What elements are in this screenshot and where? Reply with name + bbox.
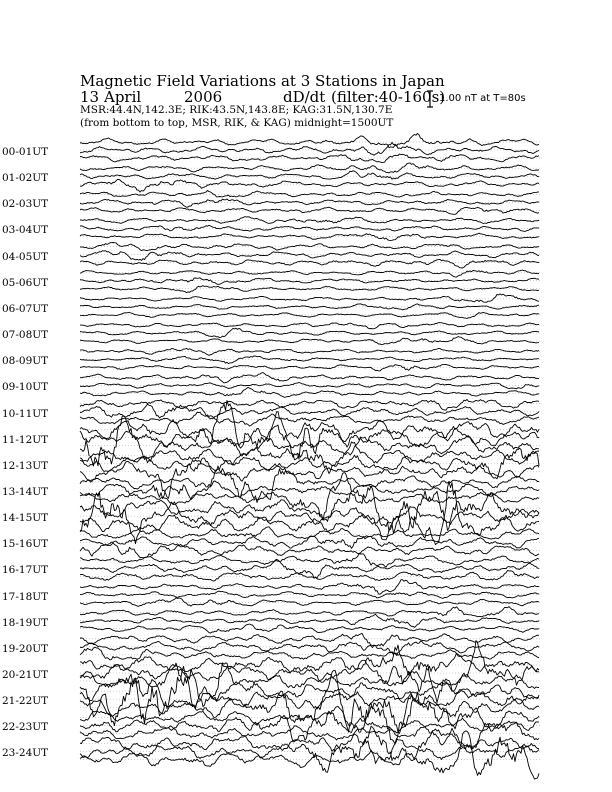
trace-rik: [80, 304, 539, 310]
trace-kag: [80, 270, 539, 277]
hour-label: 09-10UT: [2, 381, 49, 394]
hour-label: 05-06UT: [2, 276, 49, 289]
trace-msr: [80, 364, 539, 371]
trace-msr: [80, 473, 539, 520]
trace-msr: [80, 731, 539, 779]
trace-rik: [80, 278, 539, 285]
trace-msr: [80, 233, 539, 240]
trace-kag: [80, 580, 539, 595]
station-coordinates: MSR:44.4N,142.3E; RIK:43.5N,143.8E; KAG:31.5N,130.7E: [80, 104, 393, 116]
trace-rik: [80, 641, 539, 703]
hour-label: 02-03UT: [2, 198, 49, 211]
hour-label: 08-09UT: [2, 355, 49, 368]
trace-kag: [80, 163, 539, 173]
trace-msr: [80, 207, 539, 214]
trace-msr: [80, 722, 539, 749]
trace-msr: [80, 286, 539, 293]
hour-label: 03-04UT: [2, 224, 49, 237]
station-order-note: (from bottom to top, MSR, RIK, & KAG) midnight=1500UT: [80, 117, 394, 129]
trace-msr: [80, 179, 539, 192]
trace-rik: [80, 448, 539, 479]
trace-kag: [80, 190, 539, 197]
hour-label: 16-17UT: [2, 564, 49, 577]
trace-kag: [80, 323, 539, 329]
trace-kag: [80, 666, 539, 724]
hour-label: 22-23UT: [2, 721, 49, 734]
trace-msr: [80, 259, 539, 268]
trace-rik: [80, 382, 539, 388]
trace-rik: [80, 225, 539, 231]
hour-label: 11-12UT: [2, 433, 49, 446]
chart-title: Magnetic Field Variations at 3 Stations in Japan: [80, 72, 445, 90]
filter-label: (filter:40-160s): [331, 88, 446, 106]
hour-label: 15-16UT: [2, 538, 49, 551]
trace-msr: [80, 337, 539, 345]
trace-rik: [80, 142, 539, 155]
hour-label: 21-22UT: [2, 695, 49, 708]
date-day: 13: [80, 88, 100, 106]
trace-rik: [80, 591, 539, 598]
hour-label: 12-13UT: [2, 459, 49, 472]
trace-kag: [80, 373, 539, 383]
trace-rik: [80, 199, 539, 207]
hour-label: 06-07UT: [2, 302, 49, 315]
trace-rik: [80, 171, 539, 180]
hour-label: 00-01UT: [2, 146, 49, 158]
trace-kag: [80, 133, 539, 147]
trace-kag: [80, 554, 539, 567]
trace-msr: [80, 624, 539, 633]
trace-kag: [80, 348, 539, 355]
scale-label: 1.00 nT at T=80s: [439, 93, 526, 104]
hour-label: 23-24UT: [2, 747, 49, 760]
trace-kag: [80, 442, 539, 474]
hour-label: 20-21UT: [2, 669, 49, 681]
trace-msr: [80, 598, 539, 607]
date-year: 2006: [184, 88, 223, 106]
hour-label: 13-14UT: [2, 485, 49, 498]
trace-rik: [80, 559, 539, 578]
hour-label: 19-20UT: [2, 642, 49, 655]
trace-msr: [80, 387, 539, 397]
hour-label: 18-19UT: [2, 616, 49, 629]
trace-rik: [80, 739, 539, 773]
trace-rik: [80, 614, 539, 627]
hour-label: 17-18UT: [2, 590, 49, 603]
trace-rik: [80, 251, 539, 261]
trace-kag: [80, 294, 539, 302]
trace-msr: [80, 312, 539, 318]
date-month: April: [104, 88, 142, 106]
hour-label: 01-02UT: [2, 172, 49, 185]
component-label: dD/dt: [283, 88, 326, 106]
trace-rik: [80, 641, 539, 655]
trace-kag: [80, 607, 539, 617]
trace-msr: [80, 647, 539, 660]
hour-label: 04-05UT: [2, 250, 49, 263]
trace-kag: [80, 527, 539, 539]
hour-label: 14-15UT: [2, 512, 49, 525]
trace-rik: [80, 356, 539, 364]
hour-label: 10-11UT: [2, 407, 49, 420]
trace-kag: [80, 217, 539, 224]
hour-label: 07-08UT: [2, 329, 49, 342]
